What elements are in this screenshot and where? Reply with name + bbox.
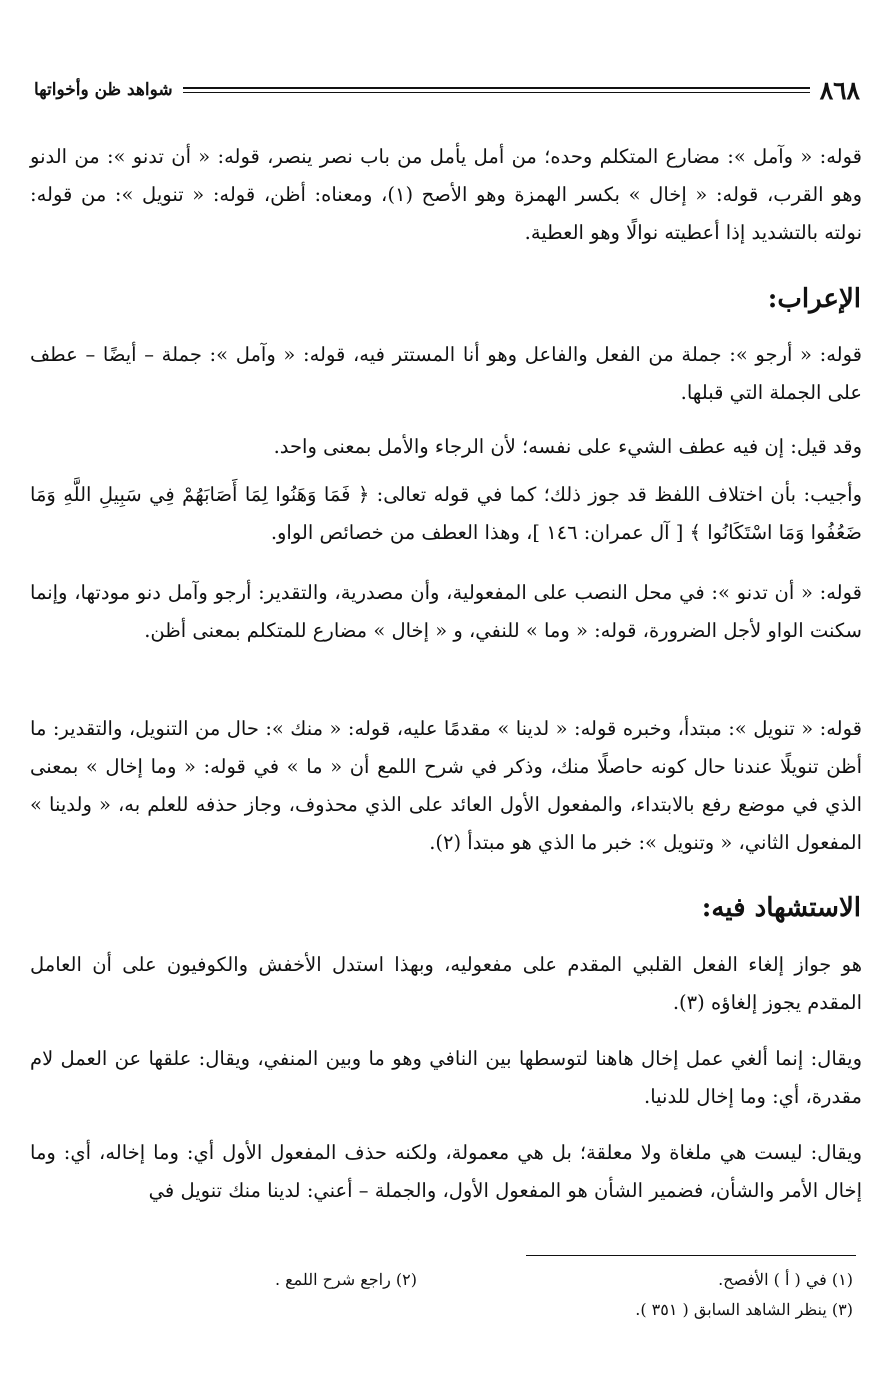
paragraph-istishhad-1: هو جواز إلغاء الفعل القلبي المقدم على مفعوليه، وبهذا استدل الأخفش والكوفيون على أن العامل المقدم يجوز إلغاؤه (٣).	[30, 953, 862, 1014]
heading-irab: الإعراب:	[767, 284, 861, 314]
paragraph-istishhad-3: ويقال: ليست هي ملغاة ولا معلقة؛ بل هي معمولة، ولكنه حذف المفعول الأول أي: وما إخاله، أي: وما إخال الأمر والشأن، فضمير الشأن هو المفعول الأول، والجملة – أعني: لدينا منك تنويل في	[30, 1141, 862, 1202]
paragraph-vocabulary: قوله: « وآمل »: مضارع المتكلم وحده؛ من أمل يأمل من باب نصر ينصر، قوله: « أن تدنو »: من الدنو وهو القرب، قوله: « إخال » بكسر الهمزة وهو الأصح (١)، ومعناه: أظن، قوله: « تنويل »: من قوله: نولته بالتشديد إذا أعطيته نوالًا وهو العطية.	[30, 145, 862, 244]
paragraph-irab-4: قوله: « أن تدنو »: في محل النصب على المفعولية، وأن مصدرية، والتقدير: أرجو وآمل دنو مودتها، وإنما سكنت الواو لأجل الضرورة، قوله: « وما » للنفي، و « إخال » مضارع للمتكلم بمعنى أظن.	[30, 581, 862, 642]
paragraph-irab-3: وأجيب: بأن اختلاف اللفظ قد جوز ذلك؛ كما في قوله تعالى: ﴿ فَمَا وَهَنُوا لِمَا أَصَابَهُمْ فِي سَبِيلِ اللَّهِ وَمَا ضَعُفُوا وَمَا اسْتَكَانُوا ﴾ [ آل عمران: ١٤٦ ]، وهذا العطف من خصائص الواو.	[30, 483, 862, 544]
paragraph-irab-5: قوله: « تنويل »: مبتدأ، وخبره قوله: « لدينا » مقدمًا عليه، قوله: « منك »: حال من التنويل، والتقدير: ما أظن تنويلًا عندنا حال كونه حاصلًا منك، وذكر في شرح اللمع أن « ما » في قوله: « وما إخال » بمعنى الذي في موضع رفع بالابتداء، والمفعول الأول العائد على الذي محذوف، وجاز حذفه للعلم به، « ولدينا » المفعول الثاني، « وتنويل »: خبر ما الذي هو مبتدأ (٢).	[30, 717, 862, 854]
footnote-separator	[526, 1255, 856, 1256]
page-header	[34, 74, 860, 106]
paragraph-irab-2: وقد قيل: إن فيه عطف الشيء على نفسه؛ لأن الرجاء والأمل بمعنى واحد.	[273, 435, 862, 458]
paragraph-istishhad-2: ويقال: إنما ألغي عمل إخال هاهنا لتوسطها بين النافي وهو ما وبين المنفي، ويقال: علقها عن العمل لام مقدرة، أي: وما إخال للدنيا.	[30, 1047, 862, 1108]
page-number: ٨٦٨	[819, 75, 860, 105]
footnote-2: (٢) راجع شرح اللمع .	[274, 1270, 417, 1289]
running-title: شواهد ظن وأخواتها	[34, 80, 173, 100]
footnote-1: (١) في ( أ ) الأفصح.	[718, 1270, 853, 1289]
paragraph-irab-1: قوله: « أرجو »: جملة من الفعل والفاعل وهو أنا المستتر فيه، قوله: « وآمل »: جملة – أيضًا – عطف على الجملة التي قبلها.	[30, 343, 862, 404]
heading-istishhad: الاستشهاد فيه:	[701, 893, 861, 923]
header-rule	[183, 87, 810, 93]
footnote-3: (٣) ينظر الشاهد السابق ( ٣٥١ ).	[635, 1300, 853, 1319]
